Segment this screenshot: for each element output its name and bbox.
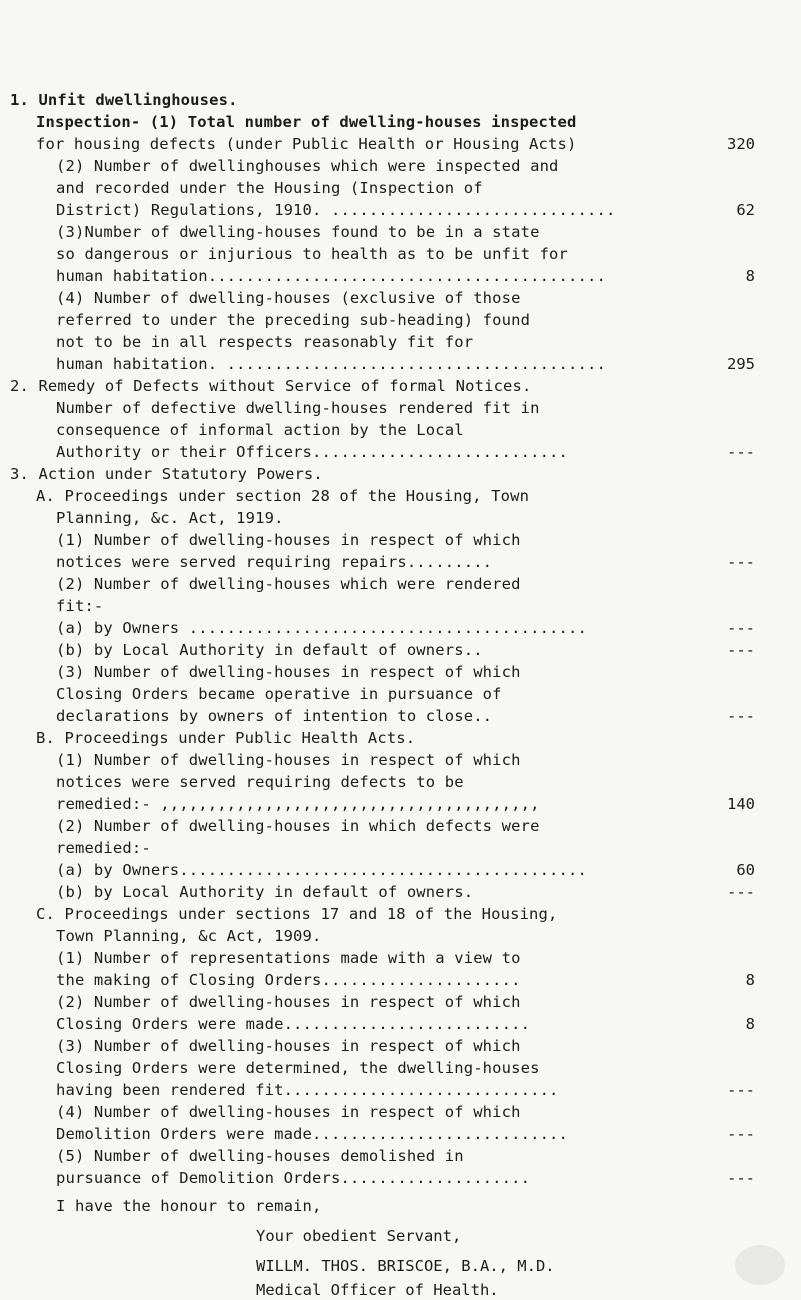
value-c3-determined: --- — [727, 1081, 755, 1099]
text-line: human habitation.......................................... — [56, 267, 606, 285]
text-line: (b) by Local Authority in default of owners.. — [56, 641, 483, 659]
text-line: (1) Number of representations made with a view to — [56, 949, 521, 967]
value-b2a-owners: 60 — [736, 861, 755, 879]
text-line: Town Planning, &c Act, 1909. — [56, 927, 322, 945]
value-c5-demolished: --- — [727, 1169, 755, 1187]
inspection-label: Inspection- (1) Total number of dwelling-houses inspected — [36, 113, 577, 131]
text-line: for housing defects (under Public Health or Housing Acts) — [36, 135, 577, 153]
text-line: having been rendered fit............................. — [56, 1081, 559, 1099]
text-line: pursuance of Demolition Orders.................... — [56, 1169, 531, 1187]
text-line: remedied:- ,,,,,,,,,,,,,,,,,,,,,,,,,,,,,,,,,,,,,,,, — [56, 795, 540, 813]
text-line: District) Regulations, 1910. .............................. — [56, 201, 616, 219]
value-b2b-local-authority: --- — [727, 883, 755, 901]
text-line: (b) by Local Authority in default of owners. — [56, 883, 474, 901]
value-unfit-dangerous: 8 — [745, 267, 755, 285]
text-line: (2) Number of dwellinghouses which were inspected and — [56, 157, 559, 175]
text-line: Demolition Orders were made........................... — [56, 1125, 569, 1143]
text-line: notices were served requiring repairs......... — [56, 553, 493, 571]
text-line: human habitation. ........................................ — [56, 355, 606, 373]
value-not-reasonably-fit: 295 — [727, 355, 755, 373]
text-line: (4) Number of dwelling-houses in respect of which — [56, 1103, 521, 1121]
valediction: Your obedient Servant, — [256, 1227, 462, 1245]
value-b1-notices: 140 — [727, 795, 755, 813]
section-2-heading: 2. Remedy of Defects without Service of formal Notices. — [10, 377, 532, 395]
value-c4-demolition-orders: --- — [727, 1125, 755, 1143]
value-informal-action: --- — [727, 443, 755, 461]
text-line: referred to under the preceding sub-heading) found — [56, 311, 531, 329]
scan-smudge — [735, 1245, 785, 1285]
text-line: Closing Orders became operative in pursuance of — [56, 685, 502, 703]
text-line: (a) by Owners .......................................... — [56, 619, 587, 637]
text-line: declarations by owners of intention to close.. — [56, 707, 493, 725]
text-line: fit:- — [56, 597, 104, 615]
text-line: (3) Number of dwelling-houses in respect of which — [56, 663, 521, 681]
closing-line: I have the honour to remain, — [56, 1197, 322, 1215]
text-line: and recorded under the Housing (Inspection of — [56, 179, 483, 197]
text-line: (3)Number of dwelling-houses found to be in a state — [56, 223, 540, 241]
value-total-inspected: 320 — [727, 135, 755, 153]
text-line: (2) Number of dwelling-houses in respect of which — [56, 993, 521, 1011]
text-line: notices were served requiring defects to be — [56, 773, 464, 791]
subsection-a-heading: A. Proceedings under section 28 of the Housing, Town — [36, 487, 530, 505]
text-line: remedied:- — [56, 839, 151, 857]
section-3-heading: 3. Action under Statutory Powers. — [10, 465, 323, 483]
text-line: Authority or their Officers........................... — [56, 443, 569, 461]
text-line: Planning, &c. Act, 1919. — [56, 509, 284, 527]
text-line: (4) Number of dwelling-houses (exclusive of those — [56, 289, 521, 307]
value-a1-notices: --- — [727, 553, 755, 571]
text-line: (2) Number of dwelling-houses in which defects were — [56, 817, 540, 835]
text-line: consequence of informal action by the Local — [56, 421, 464, 439]
value-inspected-regulations: 62 — [736, 201, 755, 219]
text-line: the making of Closing Orders..................... — [56, 971, 521, 989]
section-1-heading: 1. Unfit dwellinghouses. — [10, 91, 238, 109]
text-line: so dangerous or injurious to health as to be unfit for — [56, 245, 569, 263]
signatory-title: Medical Officer of Health. — [256, 1281, 499, 1299]
text-line: Number of defective dwelling-houses rendered fit in — [56, 399, 540, 417]
text-line: Closing Orders were determined, the dwelling-houses — [56, 1059, 540, 1077]
subsection-c-heading: C. Proceedings under sections 17 and 18 of the Housing, — [36, 905, 558, 923]
value-c1-representations: 8 — [745, 971, 755, 989]
text-line: Closing Orders were made.......................... — [56, 1015, 531, 1033]
text-line: (1) Number of dwelling-houses in respect of which — [56, 531, 521, 549]
value-a2b-local-authority: --- — [727, 641, 755, 659]
text-line: (a) by Owners........................................... — [56, 861, 587, 879]
value-a2a-owners: --- — [727, 619, 755, 637]
value-c2-closing-orders: 8 — [745, 1015, 755, 1033]
subsection-b-heading: B. Proceedings under Public Health Acts. — [36, 729, 416, 747]
text-line: (5) Number of dwelling-houses demolished in — [56, 1147, 464, 1165]
text-line: (2) Number of dwelling-houses which were rendered — [56, 575, 521, 593]
text-line: not to be in all respects reasonably fit for — [56, 333, 474, 351]
text-line: (3) Number of dwelling-houses in respect of which — [56, 1037, 521, 1055]
text-line: (1) Number of dwelling-houses in respect of which — [56, 751, 521, 769]
signatory-name: WILLM. THOS. BRISCOE, B.A., M.D. — [256, 1257, 555, 1275]
value-a3-closing-orders: --- — [727, 707, 755, 725]
